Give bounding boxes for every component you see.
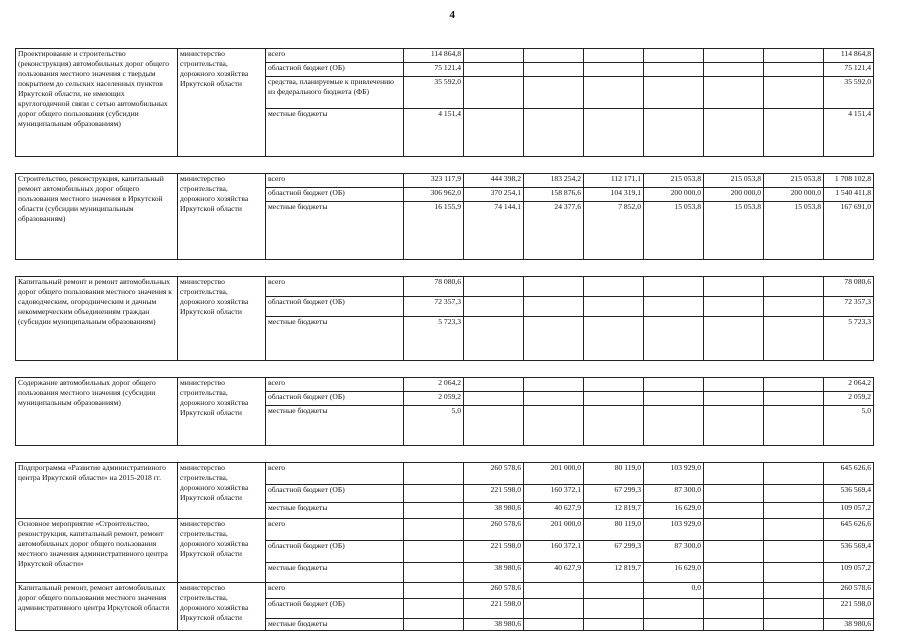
year-value [584, 619, 644, 631]
year-value: 2 059,2 [404, 392, 464, 406]
year-value [524, 49, 584, 63]
year-value [644, 77, 704, 109]
activity-name: Строительство, реконструкция, капитальный ремонт автомобильных дорог общего пользования местного значения в Иркутской области (субсидии муниципальным образованиям) [16, 174, 178, 260]
year-value [644, 49, 704, 63]
year-value: 183 254,2 [524, 174, 584, 188]
funding-source: областной бюджет (ОБ) [266, 297, 404, 317]
year-value [704, 485, 764, 503]
total-value: 2 064,2 [824, 378, 874, 392]
year-value [584, 49, 644, 63]
year-value [404, 485, 464, 503]
year-value [524, 63, 584, 77]
year-value [404, 563, 464, 583]
total-value: 109 057,2 [824, 563, 874, 583]
spacer-row [16, 446, 874, 463]
year-value [764, 563, 824, 583]
year-value [584, 109, 644, 157]
total-value: 109 057,2 [824, 503, 874, 519]
year-value [644, 599, 704, 619]
year-value: 215 053,8 [704, 174, 764, 188]
year-value [704, 541, 764, 563]
year-value: 160 372,1 [524, 485, 584, 503]
year-value [764, 485, 824, 503]
funding-source: местные бюджеты [266, 503, 404, 519]
year-value: 160 372,1 [524, 541, 584, 563]
year-value [584, 406, 644, 446]
year-value: 38 980,6 [464, 563, 524, 583]
year-value [404, 541, 464, 563]
executor: министерство строительства, дорожного хозяйства Иркутской области [178, 378, 266, 446]
year-value [704, 317, 764, 361]
year-value: 15 053,8 [704, 202, 764, 260]
year-value: 78 080,6 [404, 277, 464, 297]
total-value: 260 578,6 [824, 583, 874, 599]
year-value: 201 000,0 [524, 519, 584, 541]
year-value: 7 852,0 [584, 202, 644, 260]
total-value: 1 540 411,8 [824, 188, 874, 202]
year-value [704, 63, 764, 77]
year-value [644, 277, 704, 297]
funding-source: областной бюджет (ОБ) [266, 188, 404, 202]
year-value [524, 77, 584, 109]
total-value: 167 691,0 [824, 202, 874, 260]
year-value: 260 578,6 [464, 583, 524, 599]
funding-source: всего [266, 378, 404, 392]
total-value: 75 121,4 [824, 63, 874, 77]
year-value [404, 503, 464, 519]
year-value [704, 297, 764, 317]
year-value [764, 297, 824, 317]
year-value [764, 63, 824, 77]
year-value [644, 378, 704, 392]
year-value [464, 392, 524, 406]
year-value: 15 053,8 [644, 202, 704, 260]
year-value [524, 378, 584, 392]
total-value: 5,0 [824, 406, 874, 446]
funding-source: местные бюджеты [266, 563, 404, 583]
funding-source: местные бюджеты [266, 109, 404, 157]
year-value: 16 629,0 [644, 563, 704, 583]
table-row [16, 277, 874, 297]
year-value [584, 392, 644, 406]
year-value [464, 49, 524, 63]
executor: министерство строительства, дорожного хозяйства Иркутской области [178, 49, 266, 157]
year-value: 200 000,0 [644, 188, 704, 202]
table-row [16, 49, 874, 63]
funding-source: всего [266, 463, 404, 485]
year-value: 215 053,8 [644, 174, 704, 188]
total-value: 1 708 102,8 [824, 174, 874, 188]
year-value [764, 49, 824, 63]
year-value: 201 000,0 [524, 463, 584, 485]
executor: министерство строительства, дорожного хозяйства Иркутской области [178, 174, 266, 260]
total-value: 2 059,2 [824, 392, 874, 406]
year-value [464, 406, 524, 446]
year-value [524, 277, 584, 297]
year-value [704, 519, 764, 541]
year-value [704, 619, 764, 631]
table-row [16, 519, 874, 541]
funding-source: всего [266, 583, 404, 599]
year-value [404, 599, 464, 619]
year-value: 221 598,0 [464, 485, 524, 503]
year-value: 103 929,0 [644, 463, 704, 485]
year-value [584, 599, 644, 619]
funding-source: областной бюджет (ОБ) [266, 392, 404, 406]
page-number: 4 [449, 9, 456, 21]
year-value: 12 819,7 [584, 563, 644, 583]
year-value [764, 503, 824, 519]
year-value: 215 053,8 [764, 174, 824, 188]
activity-name: Подпрограмма «Развитие административного центра Иркутской области» на 2015-2018 гг. [16, 463, 178, 519]
year-value: 306 962,0 [404, 188, 464, 202]
activity-name: Капитальный ремонт и ремонт автомобильных дорог общего пользования местного значения к садоводческим, огородническим и дачным некоммерческим объединениям граждан (субсидии муниципальным образованиям) [16, 277, 178, 361]
year-value [464, 109, 524, 157]
year-value [764, 317, 824, 361]
year-value: 0,0 [644, 583, 704, 599]
year-value [524, 109, 584, 157]
year-value: 114 864,8 [404, 49, 464, 63]
year-value [404, 519, 464, 541]
year-value [644, 63, 704, 77]
year-value [704, 599, 764, 619]
year-value [704, 503, 764, 519]
year-value [464, 378, 524, 392]
activity-name: Капитальный ремонт, ремонт автомобильных дорог общего пользования местного значения административного центра Иркутской области [16, 583, 178, 631]
year-value [524, 406, 584, 446]
total-value: 645 626,6 [824, 463, 874, 485]
total-value: 536 569,4 [824, 485, 874, 503]
year-value [704, 49, 764, 63]
year-value: 75 121,4 [404, 63, 464, 77]
year-value [524, 392, 584, 406]
year-value [464, 317, 524, 361]
year-value: 260 578,6 [464, 519, 524, 541]
funding-source: средства, планируемые к привлечению из федерального бюджета (ФБ) [266, 77, 404, 109]
year-value [764, 406, 824, 446]
executor: министерство строительства, дорожного хозяйства Иркутской области [178, 277, 266, 361]
year-value [464, 297, 524, 317]
year-value: 5 723,3 [404, 317, 464, 361]
year-value [584, 63, 644, 77]
year-value: 260 578,6 [464, 463, 524, 485]
funding-source: всего [266, 519, 404, 541]
year-value [584, 583, 644, 599]
year-value: 67 299,3 [584, 485, 644, 503]
year-value [764, 599, 824, 619]
year-value [524, 583, 584, 599]
total-value: 221 598,0 [824, 599, 874, 619]
year-value [764, 463, 824, 485]
year-value: 5,0 [404, 406, 464, 446]
year-value: 158 876,6 [524, 188, 584, 202]
funding-source: местные бюджеты [266, 619, 404, 631]
year-value: 444 398,2 [464, 174, 524, 188]
year-value: 80 119,0 [584, 463, 644, 485]
year-value: 4 151,4 [404, 109, 464, 157]
year-value [524, 619, 584, 631]
year-value [584, 378, 644, 392]
year-value [704, 406, 764, 446]
year-value: 12 819,7 [584, 503, 644, 519]
year-value: 370 254,1 [464, 188, 524, 202]
activity-name: Проектирование и строительство (реконструкция) автомобильных дорог общего пользования местного значения с твердым покрытием до сельских населенных пунктов Иркутской области, не имеющих круглогодичной связи с сетью автомобильных дорог общего пользования (субсидии муниципальным образованиям) [16, 49, 178, 157]
year-value [704, 378, 764, 392]
year-value: 2 064,2 [404, 378, 464, 392]
year-value: 40 627,9 [524, 503, 584, 519]
total-value: 645 626,6 [824, 519, 874, 541]
year-value: 24 377,6 [524, 202, 584, 260]
year-value [704, 77, 764, 109]
year-value [764, 277, 824, 297]
spacer-row [16, 361, 874, 378]
year-value [524, 599, 584, 619]
year-value: 15 053,8 [764, 202, 824, 260]
year-value [584, 277, 644, 297]
year-value: 221 598,0 [464, 541, 524, 563]
year-value [524, 297, 584, 317]
total-value: 72 357,3 [824, 297, 874, 317]
year-value [404, 619, 464, 631]
total-value: 78 080,6 [824, 277, 874, 297]
year-value [404, 583, 464, 599]
year-value [464, 77, 524, 109]
executor: министерство строительства, дорожного хозяйства Иркутской области [178, 519, 266, 583]
year-value [584, 317, 644, 361]
funding-source: областной бюджет (ОБ) [266, 485, 404, 503]
funding-source: местные бюджеты [266, 202, 404, 260]
year-value [584, 77, 644, 109]
year-value [764, 583, 824, 599]
year-value: 87 300,0 [644, 541, 704, 563]
year-value: 38 980,6 [464, 619, 524, 631]
year-value [524, 317, 584, 361]
year-value [404, 463, 464, 485]
executor: министерство строительства, дорожного хозяйства Иркутской области [178, 583, 266, 631]
year-value: 38 980,6 [464, 503, 524, 519]
year-value [704, 277, 764, 297]
year-value: 200 000,0 [704, 188, 764, 202]
year-value: 112 171,1 [584, 174, 644, 188]
year-value [644, 317, 704, 361]
year-value [644, 619, 704, 631]
year-value: 67 299,3 [584, 541, 644, 563]
year-value: 80 119,0 [584, 519, 644, 541]
budget-table [15, 48, 874, 631]
table-row [16, 463, 874, 485]
funding-source: всего [266, 277, 404, 297]
funding-source: местные бюджеты [266, 406, 404, 446]
year-value [764, 519, 824, 541]
funding-source: областной бюджет (ОБ) [266, 599, 404, 619]
funding-source: областной бюджет (ОБ) [266, 541, 404, 563]
spacer-row [16, 260, 874, 277]
year-value [704, 583, 764, 599]
year-value: 104 319,1 [584, 188, 644, 202]
year-value [764, 77, 824, 109]
year-value: 72 357,3 [404, 297, 464, 317]
total-value: 536 569,4 [824, 541, 874, 563]
year-value [764, 392, 824, 406]
funding-source: областной бюджет (ОБ) [266, 63, 404, 77]
funding-source: всего [266, 174, 404, 188]
total-value: 38 980,6 [824, 619, 874, 631]
year-value [584, 297, 644, 317]
year-value [464, 277, 524, 297]
year-value [644, 109, 704, 157]
year-value: 16 629,0 [644, 503, 704, 519]
year-value [644, 392, 704, 406]
executor: министерство строительства, дорожного хозяйства Иркутской области [178, 463, 266, 519]
year-value [764, 619, 824, 631]
activity-name: Содержание автомобильных дорог общего пользования местного значения (субсидии муниципальным образованиям) [16, 378, 178, 446]
year-value [644, 406, 704, 446]
year-value [464, 63, 524, 77]
total-value: 5 723,3 [824, 317, 874, 361]
year-value [644, 297, 704, 317]
year-value: 200 000,0 [764, 188, 824, 202]
year-value [764, 378, 824, 392]
year-value [704, 463, 764, 485]
year-value [704, 563, 764, 583]
year-value [704, 109, 764, 157]
total-value: 35 592,0 [824, 77, 874, 109]
total-value: 4 151,4 [824, 109, 874, 157]
year-value: 323 117,9 [404, 174, 464, 188]
funding-source: местные бюджеты [266, 317, 404, 361]
year-value: 40 627,9 [524, 563, 584, 583]
year-value [764, 541, 824, 563]
table-row [16, 174, 874, 188]
activity-name: Основное мероприятие «Строительство, реконструкция, капитальный ремонт, ремонт автомобильных дорог общего пользования местного значения административного центра Иркутской области» [16, 519, 178, 583]
year-value [704, 392, 764, 406]
year-value: 87 300,0 [644, 485, 704, 503]
table-row [16, 583, 874, 599]
table-row [16, 378, 874, 392]
total-value: 114 864,8 [824, 49, 874, 63]
year-value: 221 598,0 [464, 599, 524, 619]
year-value: 74 144,1 [464, 202, 524, 260]
year-value: 35 592,0 [404, 77, 464, 109]
year-value [764, 109, 824, 157]
funding-source: всего [266, 49, 404, 63]
year-value: 103 929,0 [644, 519, 704, 541]
year-value: 16 155,9 [404, 202, 464, 260]
spacer-row [16, 157, 874, 174]
